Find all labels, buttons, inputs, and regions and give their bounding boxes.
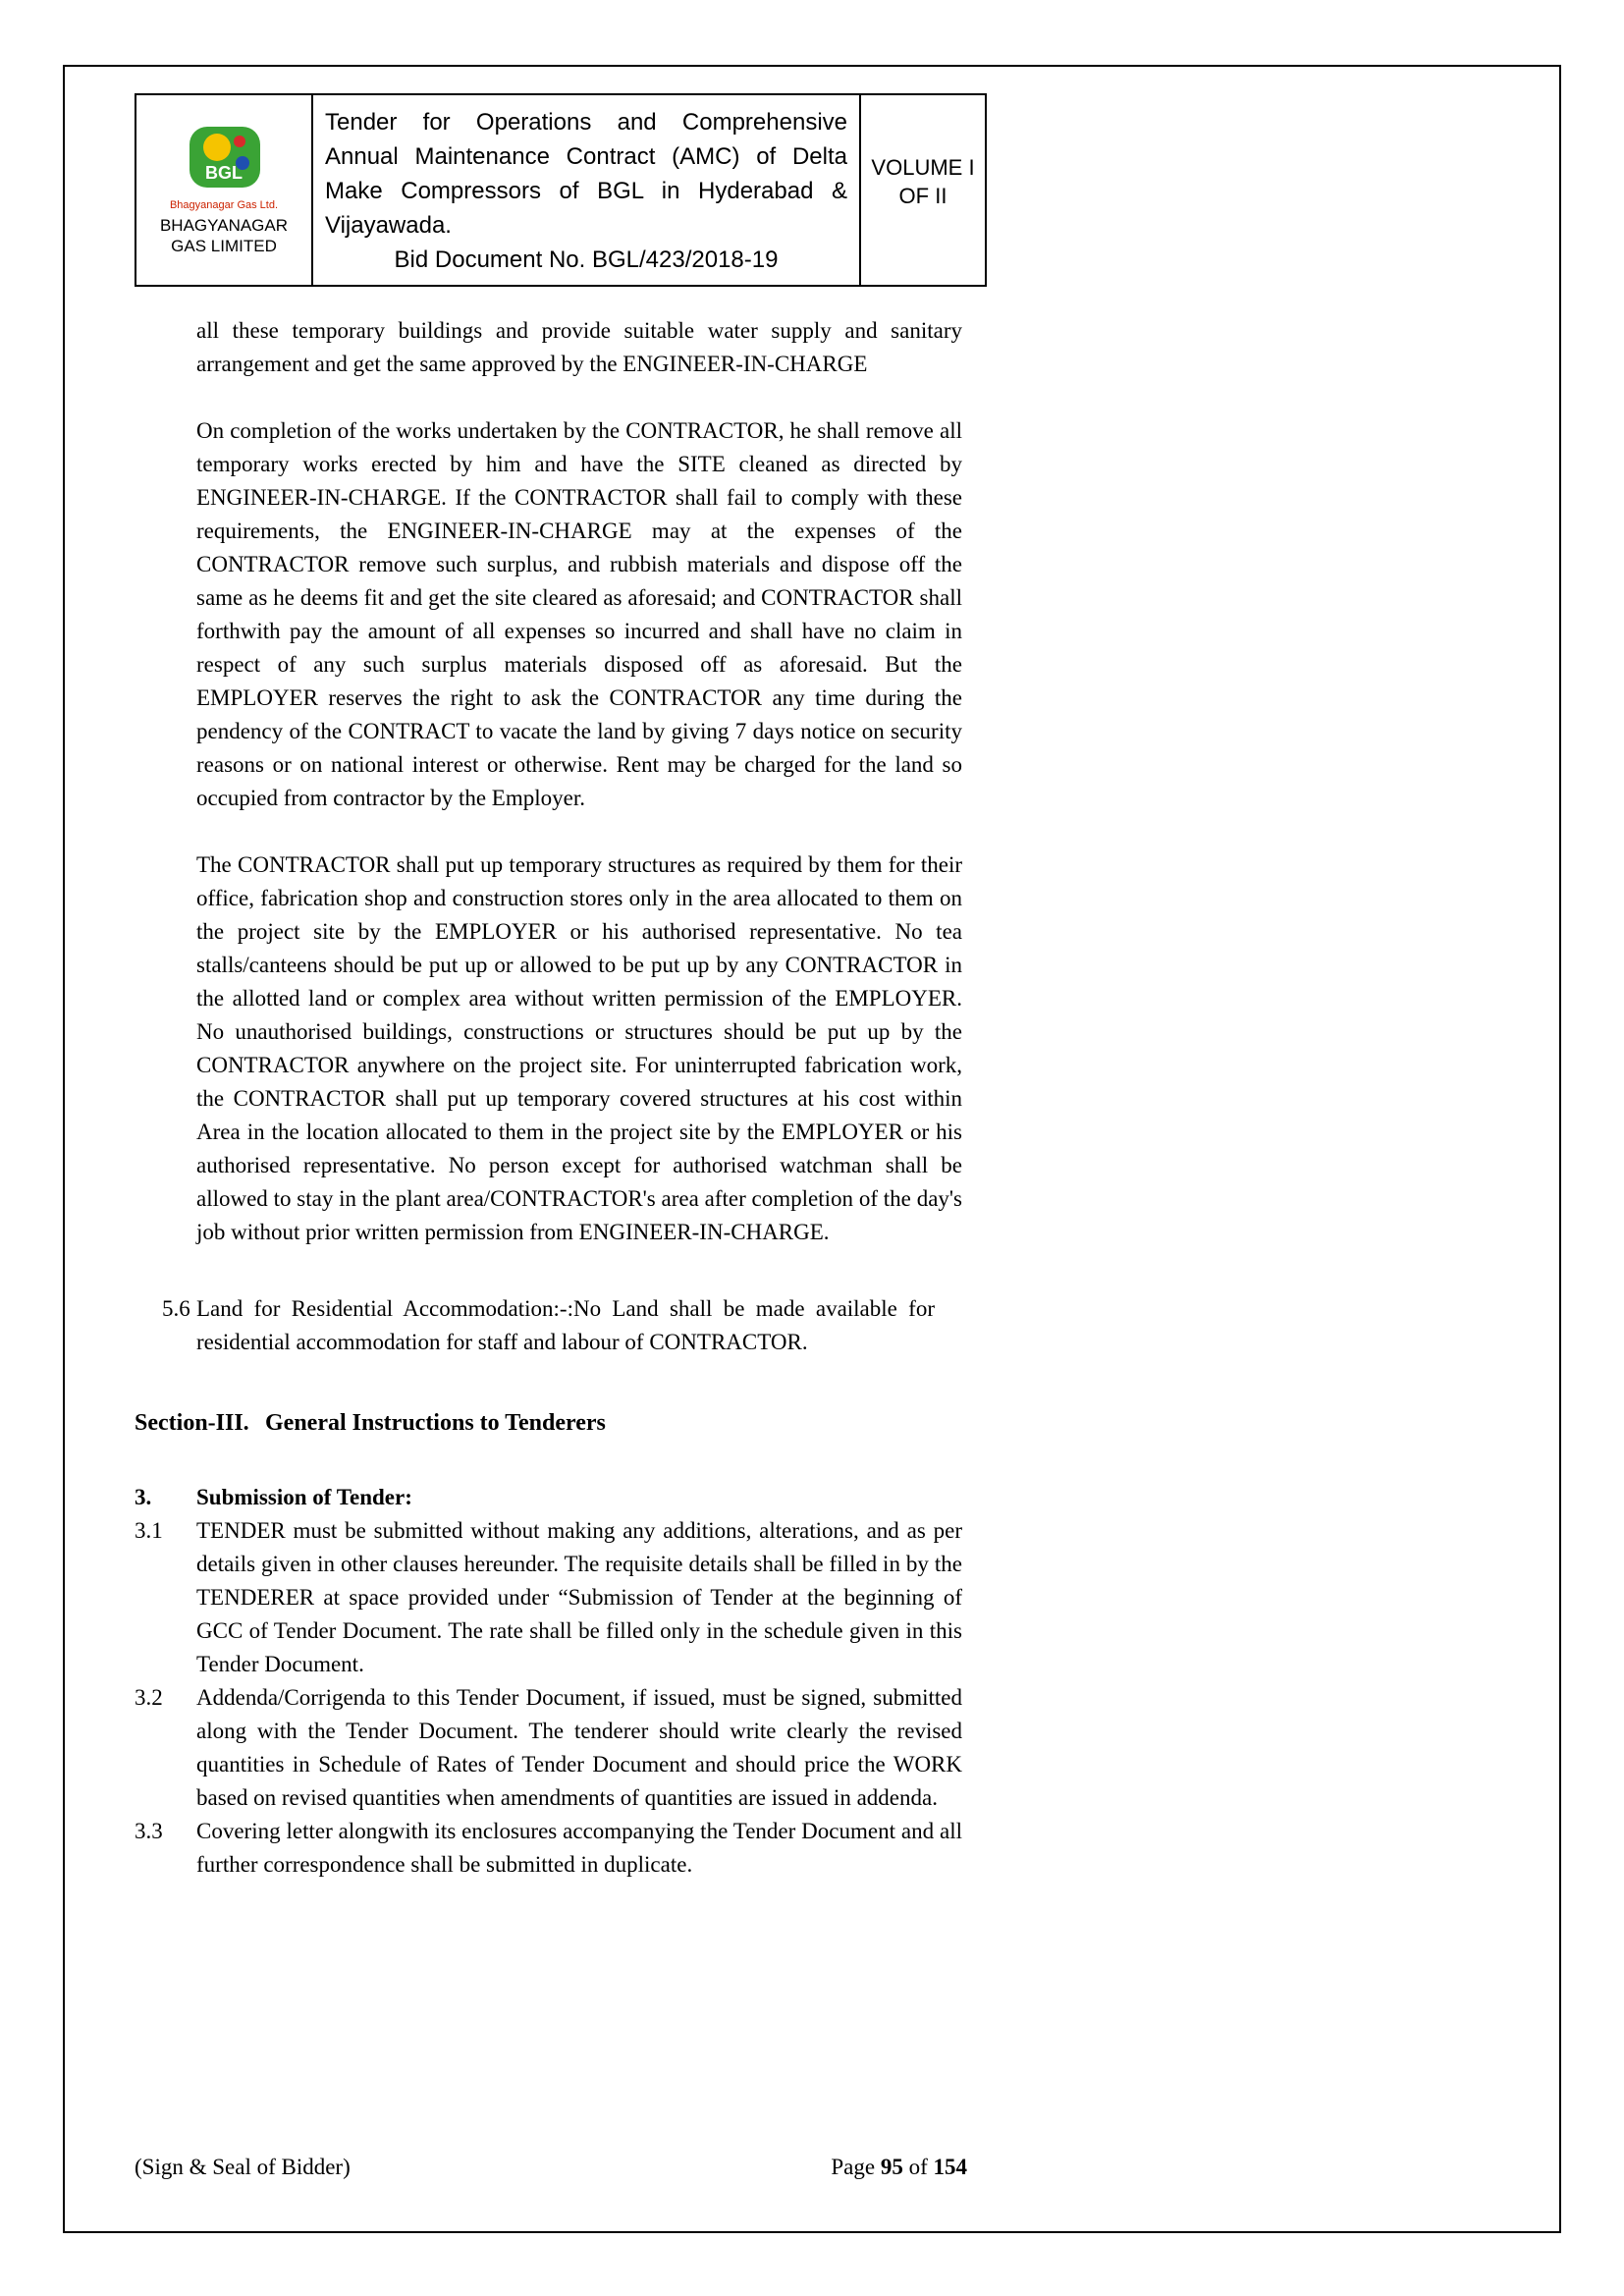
volume-line2: OF II (898, 183, 947, 208)
clause-3-1-number: 3.1 (135, 1518, 163, 1543)
section-number: Section-III. (135, 1410, 249, 1436)
current-page-number: 95 (880, 2155, 903, 2179)
volume-line1: VOLUME I (871, 154, 975, 180)
clause-5-6 (135, 1292, 935, 1359)
bid-document-number: Bid Document No. BGL/423/2018-19 (394, 246, 779, 273)
clause-3-2 (135, 1681, 962, 1815)
page-label: Page (831, 2155, 881, 2179)
bgl-logo-icon (178, 124, 270, 198)
page-number-indicator (831, 2153, 967, 2182)
logo-acronym: BGL (205, 163, 243, 183)
body-text (135, 314, 962, 1882)
page-footer (135, 2153, 967, 2182)
clause-3-2-number: 3.2 (135, 1685, 163, 1710)
logo-cell (136, 95, 313, 285)
clause-3-2-text: Addenda/Corrigenda to this Tender Document, if issued, must be signed, submitted along with the Tender Document. The tenderer should write clearly the revised quantities in Schedule of Rates of Tender Document and should price the WORK based on revised quantities when amendments of quantities are issued in addenda. (196, 1685, 962, 1810)
paragraph-water-supply: all these temporary buildings and provide suitable water supply and sanitary arrangement and get the same approved by the ENGINEER-IN-CHARGE (196, 318, 962, 376)
clause-3-3 (135, 1815, 962, 1882)
document-title: Tender for Operations and Comprehensive Annual Maintenance Contract (AMC) of Delta Make Compressors of BGL in Hyderabad & Vijayawada. (325, 109, 847, 239)
page-of-label: of (902, 2155, 934, 2179)
section-title: General Instructions to Tenderers (265, 1410, 606, 1436)
logo-tagline: Bhagyanagar Gas Ltd. (169, 199, 279, 211)
company-name: BHAGYANAGAR GAS LIMITED (159, 216, 289, 255)
clause-5-6-text: Land for Residential Accommodation:-:No Land shall be made available for residential accommodation for staff and labour of CONTRACTOR. (196, 1296, 935, 1354)
document-header (135, 93, 987, 287)
section-heading (135, 1406, 962, 1440)
title-cell (313, 95, 861, 285)
paragraph-temporary-structures: The CONTRACTOR shall put up temporary structures as required by them for their office, fabrication shop and construction stores only in the area allocated to them on the project site by the EMPLOYER or his authorised representative. No tea stalls/canteens should be put up or allowed to be put up by any CONTRACTOR in the allotted land or complex area without written permission of the EMPLOYER. No unauthorised buildings, constructions or structures should be put up by the CONTRACTOR anywhere on the project site. For uninterrupted fabrication work, the CONTRACTOR shall put up temporary covered structures at his cost within Area in the location allocated to them in the project site by the EMPLOYER or his authorised representative. No person except for authorised watchman shall be allowed to stay in the plant area/CONTRACTOR's area after completion of the day's job without prior written permission from ENGINEER-IN-CHARGE. (196, 852, 962, 1244)
clause-3-3-number: 3.3 (135, 1819, 163, 1843)
total-page-number: 154 (933, 2155, 967, 2179)
clause-3-1 (135, 1514, 962, 1681)
clause-3-heading (135, 1481, 962, 1514)
clause-3-title: Submission of Tender: (196, 1485, 412, 1509)
document-content (135, 93, 987, 1882)
clause-3-1-text: TENDER must be submitted without making any additions, alterations, and as per details given in other clauses hereunder. The requisite details shall be filled in by the TENDERER at space provided under “Submission of Tender at the beginning of GCC of Tender Document. The rate shall be filled only in the schedule given in this Tender Document. (196, 1518, 962, 1676)
sign-seal-label: (Sign & Seal of Bidder) (135, 2155, 351, 2179)
clause-3-number: 3. (135, 1485, 152, 1509)
clause-3-3-text: Covering letter alongwith its enclosures accompanying the Tender Document and all further correspondence shall be submitted in duplicate. (196, 1819, 962, 1877)
volume-cell (861, 95, 985, 285)
paragraph-site-completion: On completion of the works undertaken by the CONTRACTOR, he shall remove all temporary works erected by him and have the SITE cleaned as directed by ENGINEER-IN-CHARGE. If the CONTRACTOR shall fail to comply with these requirements, the ENGINEER-IN-CHARGE may at the expenses of the CONTRACTOR remove such surplus, and rubbish materials and dispose off the same as he deems fit and get the site cleared as aforesaid; and CONTRACTOR shall forthwith pay the amount of all expenses so incurred and shall have no claim in respect of any such surplus materials disposed off as aforesaid. But the EMPLOYER reserves the right to ask the CONTRACTOR any time during the pendency of the CONTRACT to vacate the land by giving 7 days notice on security reasons or on national interest or otherwise. Rent may be charged for the land so occupied from contractor by the Employer. (196, 418, 962, 810)
clause-5-6-number: 5.6 (162, 1296, 190, 1321)
